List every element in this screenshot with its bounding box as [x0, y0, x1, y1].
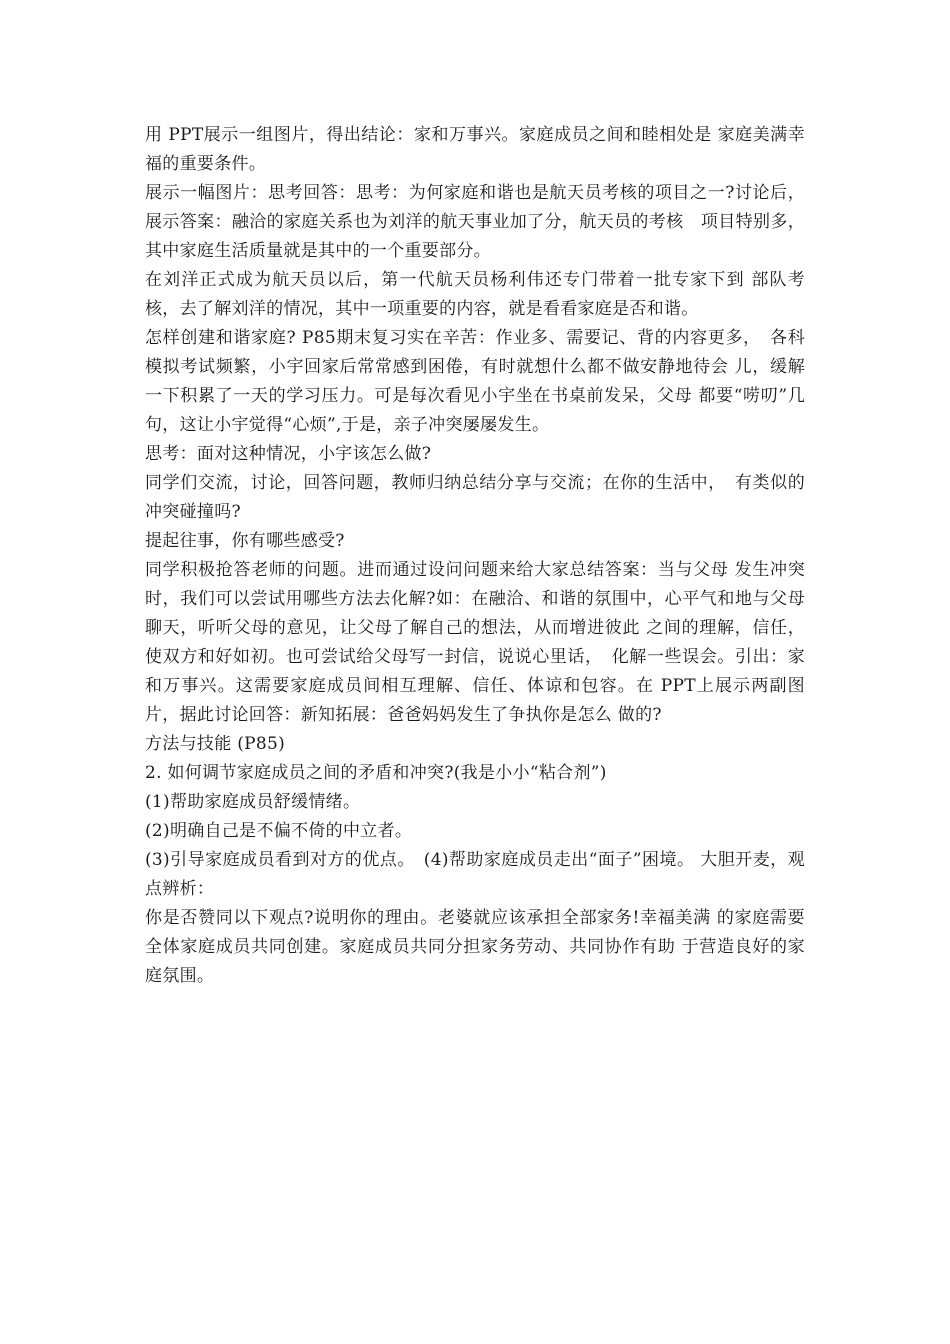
paragraph-viewpoint: 你是否赞同以下观点?说明你的理由。老婆就应该承担全部家务!幸福美满 的家庭需要全体家庭成员共同创建。家庭成员共同分担家务劳动、共同协作有助 于营造良好的家庭氛围。: [145, 908, 805, 986]
paragraph-answer-summary: 同学积极抢答老师的问题。进而通过设问问题来给大家总结答案：当与父母 发生冲突时，我们可以尝试用哪些方法去化解?如：在融洽、和谐的氛围中，心平气和地与父母聊天，听听父母的意见，让父母了解自己的想法，从而增进彼此 之间的理解，信任，使双方和好如初。也可尝试给父母写一封信，说说心里话， 化解一些误会。引出：家和万事兴。这需要家庭成员间相互理解、信任、体谅和包容。在 PPT上展示两副图片，据此讨论回答：新知拓展：爸爸妈妈发生了争执你是怎么 做的?: [145, 560, 805, 725]
paragraph-step-2: (2)明确自己是不偏不倚的中立者。: [145, 821, 413, 841]
paragraph-item-2: 2. 如何调节家庭成员之间的矛盾和冲突?(我是小小“粘合剂”): [145, 763, 607, 783]
paragraph-step-1: (1)帮助家庭成员舒缓情绪。: [145, 792, 361, 812]
paragraph-past-feelings: 提起往事，你有哪些感受?: [145, 531, 345, 551]
paragraph-step-3-4: (3)引导家庭成员看到对方的优点。 (4)帮助家庭成员走出“面子”困境。 大胆开麦，观点辨析：: [145, 850, 805, 899]
paragraph-liu-yang: 在刘洋正式成为航天员以后，第一代航天员杨利伟还专门带着一批专家下到 部队考核，去了解刘洋的情况，其中一项重要的内容，就是看看家庭是否和谐。: [145, 270, 805, 319]
document-body: [145, 121, 805, 991]
paragraph-method-heading: 方法与技能 (P85): [145, 734, 286, 754]
paragraph-class-discussion: 同学们交流，讨论，回答问题，教师归纳总结分享与交流；在你的生活中， 有类似的冲突碰撞吗?: [145, 473, 805, 522]
paragraph-ppt-conclusion: 用 PPT展示一组图片，得出结论：家和万事兴。家庭成员之间和睦相处是 家庭美满幸福的重要条件。: [145, 125, 805, 174]
paragraph-harmonious-family-case: 怎样创建和谐家庭? P85期末复习实在辛苦：作业多、需要记、背的内容更多， 各科模拟考试频繁，小宇回家后常常感到困倦，有时就想什么都不做安静地待会 儿，缓解一下积累了一天的学习压力。可是每次看见小宇坐在书桌前发呆，父母 都要“唠叨”几句，这让小宇觉得“心烦”,于是，亲子冲突屡屡发生。: [145, 328, 805, 435]
paragraph-think-question: 思考：面对这种情况，小宇该怎么做?: [145, 444, 432, 464]
paragraph-astronaut-question: 展示一幅图片：思考回答：思考：为何家庭和谐也是航天员考核的项目之一?讨论后，展示答案：融洽的家庭关系也为刘洋的航天事业加了分，航天员的考核 项目特别多，其中家庭生活质量就是其中的一个重要部分。: [145, 183, 805, 261]
